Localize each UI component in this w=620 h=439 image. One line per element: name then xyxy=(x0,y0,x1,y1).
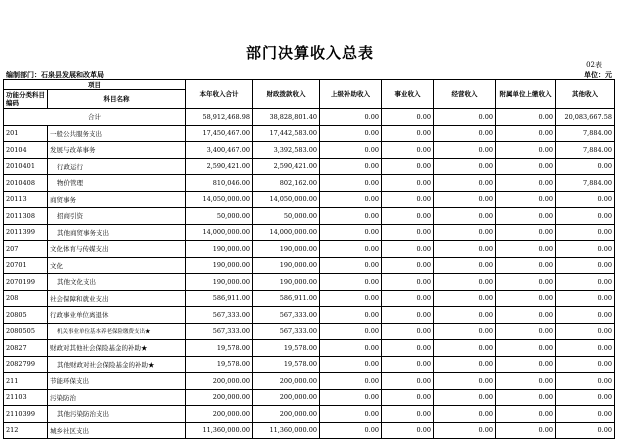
row-value: 0.00 xyxy=(556,373,615,390)
row-name: 招商引资 xyxy=(48,208,186,225)
header-col-business: 事业收入 xyxy=(382,80,434,109)
row-value: 0.00 xyxy=(320,241,382,258)
row-value: 190,000.00 xyxy=(186,241,253,258)
row-value: 0.00 xyxy=(320,323,382,340)
row-value: 0.00 xyxy=(556,257,615,274)
row-value: 0.00 xyxy=(556,290,615,307)
row-value: 0.00 xyxy=(320,191,382,208)
table-row xyxy=(4,241,615,258)
row-code: 2080505 xyxy=(4,323,48,340)
row-value: 0.00 xyxy=(496,241,556,258)
row-value: 0.00 xyxy=(382,175,434,192)
row-code: 201 xyxy=(4,125,48,142)
row-value: 19,578.00 xyxy=(186,340,253,357)
row-value: 0.00 xyxy=(434,158,496,175)
header-col-upper-subsidy: 上级补助收入 xyxy=(320,80,382,109)
row-value: 0.00 xyxy=(556,274,615,291)
row-name: 其他财政对社会保险基金的补助★ xyxy=(48,356,186,373)
table-row xyxy=(4,373,615,390)
row-value: 11,360,000.00 xyxy=(186,422,253,439)
row-value: 0.00 xyxy=(382,158,434,175)
row-name: 节能环保支出 xyxy=(48,373,186,390)
table-row xyxy=(4,191,615,208)
table-row xyxy=(4,224,615,241)
row-code: 211 xyxy=(4,373,48,390)
row-value: 0.00 xyxy=(320,175,382,192)
table-row xyxy=(4,175,615,192)
table-row xyxy=(4,389,615,406)
total-value: 38,828,801.40 xyxy=(253,109,320,126)
row-value: 0.00 xyxy=(434,373,496,390)
row-value: 0.00 xyxy=(382,340,434,357)
row-code: 20827 xyxy=(4,340,48,357)
row-value: 0.00 xyxy=(556,158,615,175)
row-value: 0.00 xyxy=(382,257,434,274)
row-value: 11,360,000.00 xyxy=(253,422,320,439)
row-value: 0.00 xyxy=(496,389,556,406)
page-title: 部门决算收入总表 xyxy=(245,44,374,62)
row-value: 0.00 xyxy=(382,307,434,324)
row-value: 0.00 xyxy=(434,422,496,439)
table-row xyxy=(4,142,615,159)
row-name: 其他污染防治支出 xyxy=(48,406,186,423)
row-value: 0.00 xyxy=(320,224,382,241)
row-value: 0.00 xyxy=(320,257,382,274)
row-value: 0.00 xyxy=(496,191,556,208)
row-value: 0.00 xyxy=(434,356,496,373)
row-value: 0.00 xyxy=(496,257,556,274)
table-row xyxy=(4,290,615,307)
table-body xyxy=(4,125,615,439)
row-value: 0.00 xyxy=(496,208,556,225)
row-value: 14,050,000.00 xyxy=(253,191,320,208)
row-value: 200,000.00 xyxy=(253,406,320,423)
row-value: 0.00 xyxy=(320,356,382,373)
row-value: 586,911.00 xyxy=(253,290,320,307)
row-value: 7,884.00 xyxy=(556,125,615,142)
row-value: 190,000.00 xyxy=(186,257,253,274)
row-value: 0.00 xyxy=(382,125,434,142)
total-label: 合计 xyxy=(4,109,186,126)
row-value: 0.00 xyxy=(434,224,496,241)
row-value: 7,884.00 xyxy=(556,142,615,159)
row-code: 21103 xyxy=(4,389,48,406)
row-code: 2082799 xyxy=(4,356,48,373)
row-value: 0.00 xyxy=(434,208,496,225)
row-name: 行政事业单位离退休 xyxy=(48,307,186,324)
row-value: 0.00 xyxy=(434,290,496,307)
row-value: 50,000.00 xyxy=(186,208,253,225)
row-value: 19,578.00 xyxy=(253,340,320,357)
income-summary-table xyxy=(3,79,615,439)
header-code: 功能分类科目编码 xyxy=(4,90,48,109)
row-value: 0.00 xyxy=(496,125,556,142)
table-row xyxy=(4,406,615,423)
row-name: 物价管理 xyxy=(48,175,186,192)
row-name: 一般公共服务支出 xyxy=(48,125,186,142)
row-value: 567,333.00 xyxy=(186,323,253,340)
row-code: 2011308 xyxy=(4,208,48,225)
table-row xyxy=(4,158,615,175)
row-value: 200,000.00 xyxy=(186,406,253,423)
row-value: 0.00 xyxy=(434,274,496,291)
row-value: 19,578.00 xyxy=(253,356,320,373)
row-value: 0.00 xyxy=(382,406,434,423)
row-value: 802,162.00 xyxy=(253,175,320,192)
total-value: 0.00 xyxy=(496,109,556,126)
row-value: 0.00 xyxy=(382,422,434,439)
row-name: 机关事业单位基本养老保险缴费支出★ xyxy=(48,323,186,340)
row-value: 0.00 xyxy=(556,340,615,357)
row-name: 财政对其他社会保险基金的补助★ xyxy=(48,340,186,357)
row-code: 20805 xyxy=(4,307,48,324)
row-value: 0.00 xyxy=(496,323,556,340)
row-value: 0.00 xyxy=(496,274,556,291)
form-number: 02表 xyxy=(586,61,602,69)
row-value: 586,911.00 xyxy=(186,290,253,307)
row-value: 0.00 xyxy=(496,356,556,373)
row-value: 0.00 xyxy=(496,290,556,307)
row-value: 19,578.00 xyxy=(186,356,253,373)
row-value: 0.00 xyxy=(434,142,496,159)
row-value: 0.00 xyxy=(382,323,434,340)
row-value: 0.00 xyxy=(320,290,382,307)
row-code: 2070199 xyxy=(4,274,48,291)
table-row xyxy=(4,356,615,373)
row-value: 14,000,000.00 xyxy=(253,224,320,241)
row-value: 0.00 xyxy=(382,224,434,241)
row-code: 208 xyxy=(4,290,48,307)
row-value: 17,450,467.00 xyxy=(186,125,253,142)
row-value: 0.00 xyxy=(382,373,434,390)
row-value: 0.00 xyxy=(556,323,615,340)
total-value: 0.00 xyxy=(434,109,496,126)
row-value: 0.00 xyxy=(382,208,434,225)
header-col-fiscal: 财政拨款收入 xyxy=(253,80,320,109)
row-value: 200,000.00 xyxy=(253,373,320,390)
row-value: 0.00 xyxy=(320,142,382,159)
table-row xyxy=(4,274,615,291)
row-value: 0.00 xyxy=(496,406,556,423)
table-row xyxy=(4,340,615,357)
row-value: 190,000.00 xyxy=(253,241,320,258)
row-value: 0.00 xyxy=(556,356,615,373)
row-value: 0.00 xyxy=(434,191,496,208)
table-row xyxy=(4,125,615,142)
row-value: 810,046.00 xyxy=(186,175,253,192)
row-value: 7,884.00 xyxy=(556,175,615,192)
row-value: 0.00 xyxy=(434,257,496,274)
row-name: 行政运行 xyxy=(48,158,186,175)
row-value: 0.00 xyxy=(556,208,615,225)
row-value: 0.00 xyxy=(434,340,496,357)
department-label: 编制部门：石泉县发展和改革局 xyxy=(6,70,104,79)
row-value: 0.00 xyxy=(556,406,615,423)
total-value: 20,083,667.58 xyxy=(556,109,615,126)
row-value: 0.00 xyxy=(434,307,496,324)
row-value: 0.00 xyxy=(496,158,556,175)
row-name: 其他商贸事务支出 xyxy=(48,224,186,241)
row-value: 0.00 xyxy=(434,241,496,258)
row-value: 0.00 xyxy=(320,406,382,423)
row-value: 0.00 xyxy=(434,406,496,423)
row-value: 0.00 xyxy=(496,422,556,439)
row-value: 3,400,467.00 xyxy=(186,142,253,159)
row-value: 567,333.00 xyxy=(253,307,320,324)
header-project: 项目 xyxy=(4,80,186,90)
row-value: 0.00 xyxy=(496,175,556,192)
row-code: 20113 xyxy=(4,191,48,208)
row-value: 0.00 xyxy=(434,323,496,340)
row-value: 0.00 xyxy=(382,274,434,291)
row-value: 3,392,583.00 xyxy=(253,142,320,159)
row-value: 0.00 xyxy=(556,191,615,208)
row-name: 城乡社区支出 xyxy=(48,422,186,439)
row-name: 社会保障和就业支出 xyxy=(48,290,186,307)
row-value: 0.00 xyxy=(382,356,434,373)
row-value: 0.00 xyxy=(496,142,556,159)
row-value: 0.00 xyxy=(434,389,496,406)
unit-label: 单位：元 xyxy=(584,70,612,79)
row-value: 0.00 xyxy=(320,158,382,175)
table-row xyxy=(4,307,615,324)
row-value: 200,000.00 xyxy=(186,373,253,390)
row-value: 0.00 xyxy=(320,373,382,390)
row-code: 2010408 xyxy=(4,175,48,192)
row-code: 212 xyxy=(4,422,48,439)
header-col-other: 其他收入 xyxy=(556,80,615,109)
row-value: 200,000.00 xyxy=(253,389,320,406)
header-name: 科目名称 xyxy=(48,90,186,109)
row-value: 0.00 xyxy=(556,389,615,406)
row-code: 2110399 xyxy=(4,406,48,423)
table-row xyxy=(4,422,615,439)
row-name: 其他文化支出 xyxy=(48,274,186,291)
row-value: 17,442,583.00 xyxy=(253,125,320,142)
row-value: 14,000,000.00 xyxy=(186,224,253,241)
row-value: 0.00 xyxy=(320,274,382,291)
table-row xyxy=(4,323,615,340)
row-value: 0.00 xyxy=(556,241,615,258)
row-value: 0.00 xyxy=(320,340,382,357)
row-value: 0.00 xyxy=(320,307,382,324)
row-value: 0.00 xyxy=(382,290,434,307)
total-value: 0.00 xyxy=(320,109,382,126)
row-code: 20104 xyxy=(4,142,48,159)
row-name: 发展与改革事务 xyxy=(48,142,186,159)
total-row xyxy=(4,109,615,126)
row-value: 200,000.00 xyxy=(186,389,253,406)
row-value: 0.00 xyxy=(556,307,615,324)
row-name: 文化 xyxy=(48,257,186,274)
row-code: 207 xyxy=(4,241,48,258)
row-value: 0.00 xyxy=(556,422,615,439)
row-value: 0.00 xyxy=(320,208,382,225)
row-value: 0.00 xyxy=(320,422,382,439)
row-code: 2011399 xyxy=(4,224,48,241)
row-value: 567,333.00 xyxy=(253,323,320,340)
row-name: 商贸事务 xyxy=(48,191,186,208)
row-name: 污染防治 xyxy=(48,389,186,406)
header-col-affiliated: 附属单位上缴收入 xyxy=(496,80,556,109)
table-row xyxy=(4,208,615,225)
row-value: 0.00 xyxy=(556,224,615,241)
row-value: 190,000.00 xyxy=(253,274,320,291)
row-value: 567,333.00 xyxy=(186,307,253,324)
total-value: 0.00 xyxy=(382,109,434,126)
row-value: 0.00 xyxy=(434,125,496,142)
row-name: 文化体育与传媒支出 xyxy=(48,241,186,258)
row-value: 0.00 xyxy=(434,175,496,192)
row-value: 0.00 xyxy=(496,224,556,241)
row-value: 0.00 xyxy=(320,389,382,406)
total-value: 58,912,468.98 xyxy=(186,109,253,126)
row-value: 0.00 xyxy=(382,142,434,159)
table-row xyxy=(4,257,615,274)
row-value: 190,000.00 xyxy=(253,257,320,274)
row-value: 2,590,421.00 xyxy=(186,158,253,175)
row-value: 14,050,000.00 xyxy=(186,191,253,208)
row-value: 0.00 xyxy=(496,340,556,357)
row-value: 50,000.00 xyxy=(253,208,320,225)
row-value: 190,000.00 xyxy=(186,274,253,291)
row-value: 0.00 xyxy=(382,241,434,258)
row-value: 0.00 xyxy=(320,125,382,142)
row-value: 0.00 xyxy=(496,373,556,390)
row-code: 20701 xyxy=(4,257,48,274)
row-code: 2010401 xyxy=(4,158,48,175)
header-col-total: 本年收入合计 xyxy=(186,80,253,109)
row-value: 0.00 xyxy=(382,389,434,406)
row-value: 2,590,421.00 xyxy=(253,158,320,175)
header-col-operating: 经营收入 xyxy=(434,80,496,109)
row-value: 0.00 xyxy=(382,191,434,208)
row-value: 0.00 xyxy=(496,307,556,324)
